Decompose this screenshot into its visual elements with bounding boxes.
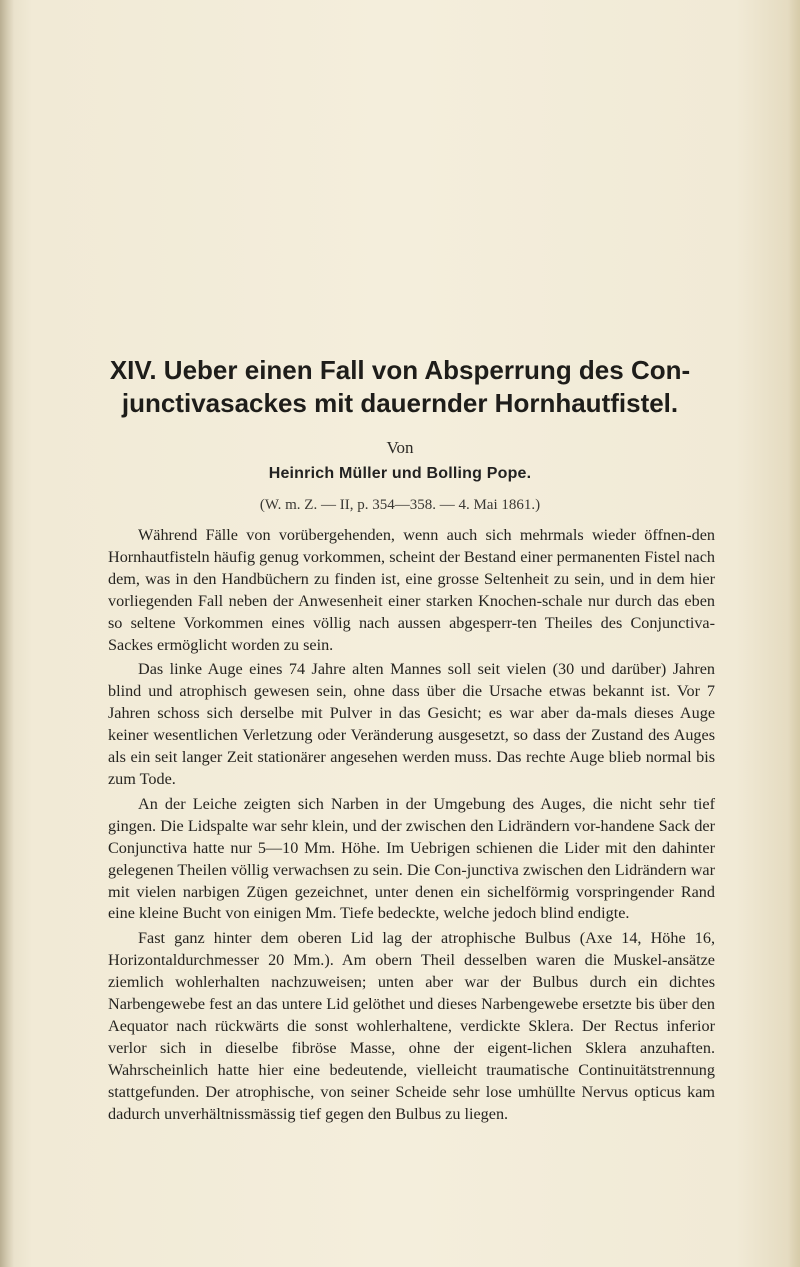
paragraph-1: Während Fälle von vorübergehenden, wenn auch sich mehrmals wieder öffnen-den Hornhautfisteln häufig genug vorkommen, scheint der Bestand einer permanenten Fistel nach dem, was in den Handbüchern zu finden ist, eine grosse Seltenheit zu sein, und in dem hier vorliegenden Fall neben der Anwesenheit einer starken Knochen-schale nur durch das eben so seltene Vorkommen eines völlig nach aussen abgesperr-ten Theiles des Conjunctiva-Sackes ermöglicht worden zu sein. — [108, 526, 715, 654]
article-title — [60, 354, 740, 420]
article-title-line-1: XIV. Ueber einen Fall von Absperrung des Con- — [109, 355, 691, 385]
page-spine-shadow — [0, 0, 14, 1267]
authors: Heinrich Müller und Bolling Pope. — [268, 465, 532, 482]
citation: (W. m. Z. — II, p. 354—358. — 4. Mai 1861.) — [259, 497, 541, 513]
article-title-line-2: junctivasackes mit dauernder Hornhautfistel. — [121, 388, 679, 418]
paragraph-4: Fast ganz hinter dem oberen Lid lag der atrophische Bulbus (Axe 14, Höhe 16, Horizontaldurchmesser 20 Mm.). Am obern Theil desselben waren die Muskel-ansätze ziemlich wohlerhalten nachzuweisen; unten aber war der Bulbus durch ein dichtes Narbengewebe fest an das untere Lid gelöthet und dieses Narbengewebe ersetzte bis über den Aequator nach rückwärts die sonst wohlerhaltene, verdickte Sklera. Der Rectus inferior verlor sich in dieselbe fibröse Masse, ohne der eigent-lichen Sklera anzuhaften. Wahrscheinlich hatte hier eine bedeutende, vielleicht traumatische Continuitätstrennung stattgefunden. Der atrophische, von seiner Scheide sehr lose umhüllte Nervus opticus kam dadurch unverhältnissmässig tief gegen den Bulbus zu liegen. — [108, 929, 715, 1123]
paragraph-3: An der Leiche zeigten sich Narben in der Umgebung des Auges, die nicht sehr tief gingen. Die Lidspalte war sehr klein, und der zwischen den Lidrändern vor-handene Sack der Conjunctiva hatte nur 5—10 Mm. Höhe. Im Uebrigen schienen die Lider mit den dahinter gelegenen Theilen völlig verwachsen zu sein. Die Con-junctiva zwischen den Lidrändern war mit vielen narbigen Zügen gezeichnet, unter denen ein sichelförmig vorspringender Rand eine kleine Bucht von einigen Mm. Tiefe bedeckte, welche jedoch blind endigte. — [108, 794, 715, 923]
page-edge — [788, 0, 800, 1267]
article-body — [108, 525, 715, 1125]
byline-von: Von — [386, 438, 414, 457]
paragraph-2: Das linke Auge eines 74 Jahre alten Mannes soll seit vielen (30 und darüber) Jahren blind und atrophisch gewesen sein, ohne dass über die Ursache etwas bekannt ist. Vor 7 Jahren schoss sich derselbe mit Pulver in das Gesicht; es war aber da-mals dieses Auge keiner wesentlichen Verletzung oder Veränderung ausgesetzt, so dass der Zustand des Auges als ein seit langer Zeit stationärer angesehen werden muss. Das rechte Auge blieb normal bis zum Tode. — [108, 660, 715, 788]
